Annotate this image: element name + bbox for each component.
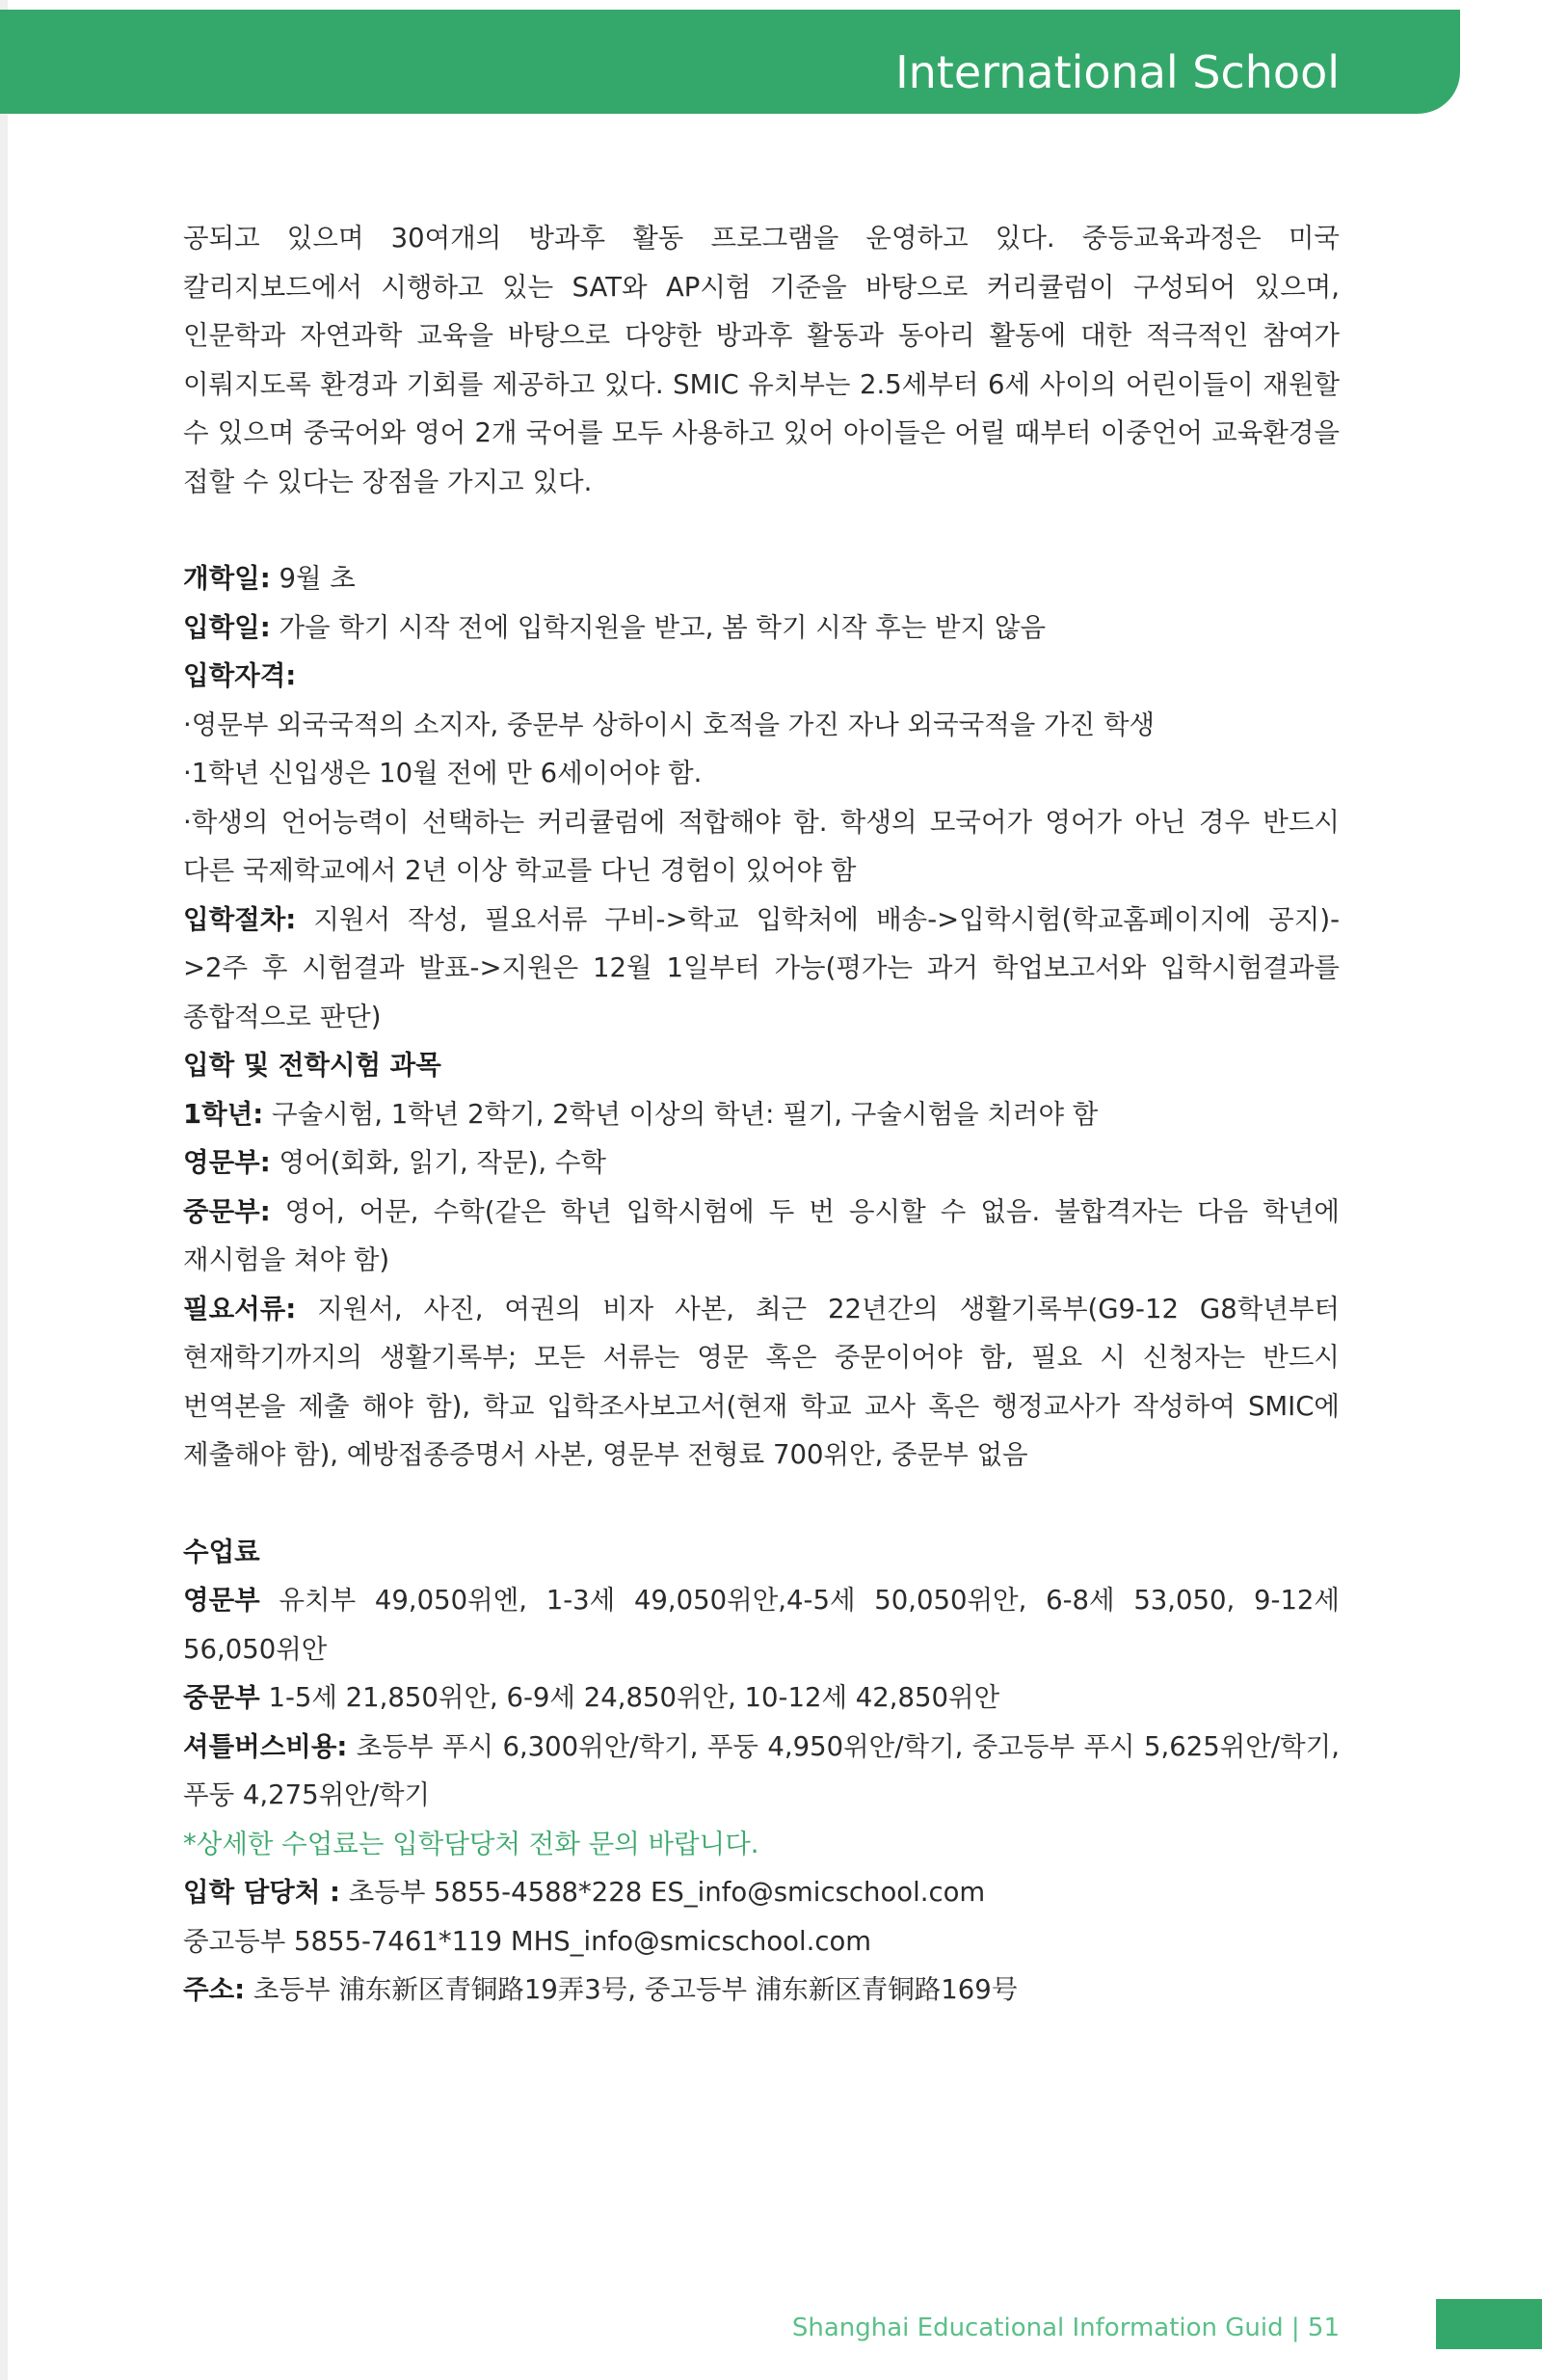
entry-date-label: 입학일:: [183, 611, 271, 643]
shuttle-line: [183, 1723, 1340, 1820]
shuttle-label: 셔틀버스비용:: [183, 1730, 348, 1762]
header-title: International School: [895, 46, 1340, 98]
english-exam-value: 영어(회화, 읽기, 작문), 수학: [270, 1147, 606, 1178]
exam-heading: 입학 및 전학시험 과목: [183, 1050, 441, 1081]
procedure-line: [183, 896, 1340, 1042]
chinese-exam-label: 중문부:: [183, 1195, 271, 1227]
shuttle-value: 초등부 푸시 6,300위안/학기, 푸둥 4,950위안/학기, 중고등부 푸시 5,625위안/학기, 푸둥 4,275위안/학기: [183, 1730, 1340, 1810]
address-label: 주소:: [183, 1974, 246, 2005]
address-line: [183, 1966, 1340, 2015]
qualification-item: ·1학년 신입생은 10월 전에 만 6세이어야 함.: [183, 758, 703, 789]
start-date-value: 9월 초: [270, 563, 356, 594]
tuition-heading: 수업료: [183, 1536, 260, 1567]
contact-label: 입학 담당처 :: [183, 1877, 340, 1908]
tuition-english-value: 유치부 49,050위엔, 1-3세 49,050위안,4-5세 50,050위안, 6-8세 53,050, 9-12세 56,050위안: [183, 1585, 1340, 1665]
grade1-line: [183, 1090, 1340, 1139]
footer-page-label: Shanghai Educational Information Guid | 51: [791, 2313, 1340, 2342]
english-exam-label: 영문부:: [183, 1147, 271, 1178]
procedure-value: 지원서 작성, 필요서류 구비->학교 입학처에 배송->입학시험(학교홈페이지에 공지)->2주 후 시험결과 발표->지원은 12월 1일부터 가능(평가는 과거 학업보고서와 입학시험결과를 종합적으로 판단): [183, 903, 1340, 1032]
tuition-english-label: 영문부: [183, 1585, 260, 1616]
contact-line-2: 중고등부 5855-7461*119 MHS_info@smicschool.com: [183, 1925, 872, 1957]
documents-line: [183, 1285, 1340, 1480]
tuition-english-line: [183, 1576, 1340, 1673]
tuition-chinese-line: [183, 1673, 1340, 1723]
qualification-item: ·학생의 언어능력이 선택하는 커리큘럼에 적합해야 함. 학생의 모국어가 영어가 아닌 경우 반드시 다른 국제학교에서 2년 이상 학교를 다닌 경험이 있어야 함: [183, 806, 1340, 886]
main-content: [183, 214, 1340, 2015]
contact-value: 초등부 5855-4588*228 ES_info@smicschool.com: [339, 1877, 986, 1908]
documents-value: 지원서, 사진, 여권의 비자 사본, 최근 22년간의 생활기록부(G9-12 G8학년부터 현재학기까지의 생활기록부; 모든 서류는 영문 혹은 중문이어야 함, 필요 시 신청자는 반드시 번역본을 제출 해야 함), 학교 입학조사보고서(현재 학교 교사 혹은 행정교사가 작성하여 SMIC에 제출해야 함), 예방접종증명서 사본, 영문부 전형료 700위안, 중문부 없음: [183, 1293, 1340, 1470]
chinese-exam-value: 영어, 어문, 수학(같은 학년 입학시험에 두 번 응시할 수 없음. 불합격자는 다음 학년에 재시험을 쳐야 함): [183, 1195, 1340, 1275]
entry-date-value: 가을 학기 시작 전에 입학지원을 받고, 봄 학기 시작 후는 받지 않음: [270, 611, 1047, 643]
contact-line: [183, 1868, 1340, 1917]
procedure-label: 입학절차:: [183, 903, 297, 935]
chinese-exam-line: [183, 1188, 1340, 1285]
documents-label: 필요서류:: [183, 1293, 297, 1324]
english-exam-line: [183, 1138, 1340, 1188]
section-gap: [183, 1480, 1340, 1528]
qualification-heading: 입학자격:: [183, 660, 297, 691]
tuition-chinese-value: 1-5세 21,850위안, 6-9세 24,850위안, 10-12세 42,850위안: [259, 1682, 1000, 1713]
start-date-label: 개학일:: [183, 563, 271, 594]
page-edge: [0, 0, 8, 2380]
address-value: 초등부 浦东新区青铜路19弄3号, 중고등부 浦东新区青铜路169号: [245, 1974, 1019, 2005]
qualification-item: ·영문부 외국국적의 소지자, 중문부 상하이시 호적을 가진 자나 외국국적을 가진 학생: [183, 709, 1156, 740]
entry-date-line: [183, 603, 1340, 653]
footer-bar: [1436, 2299, 1542, 2349]
section-gap: [183, 506, 1340, 554]
tuition-note: *상세한 수업료는 입학담당처 전화 문의 바랍니다.: [183, 1828, 759, 1859]
start-date-line: [183, 554, 1340, 603]
tuition-chinese-label: 중문부: [183, 1682, 260, 1713]
grade1-value: 구술시험, 1학년 2학기, 2학년 이상의 학년: 필기, 구술시험을 치러야 함: [263, 1098, 1099, 1130]
intro-paragraph: 공되고 있으며 30여개의 방과후 활동 프로그램을 운영하고 있다. 중등교육과정은 미국 칼리지보드에서 시행하고 있는 SAT와 AP시험 기준을 바탕으로 커리큘럼이 구성되어 있으며, 인문학과 자연과학 교육을 바탕으로 다양한 방과후 활동과 동아리 활동에 대한 적극적인 참여가 이뤄지도록 환경과 기회를 제공하고 있다. SMIC 유치부는 2.5세부터 6세 사이의 어린이들이 재원할 수 있으며 중국어와 영어 2개 국어를 모두 사용하고 있어 아이들은 어릴 때부터 이중언어 교육환경을 접할 수 있다는 장점을 가지고 있다.: [183, 223, 1340, 497]
grade1-label: 1학년:: [183, 1098, 264, 1130]
